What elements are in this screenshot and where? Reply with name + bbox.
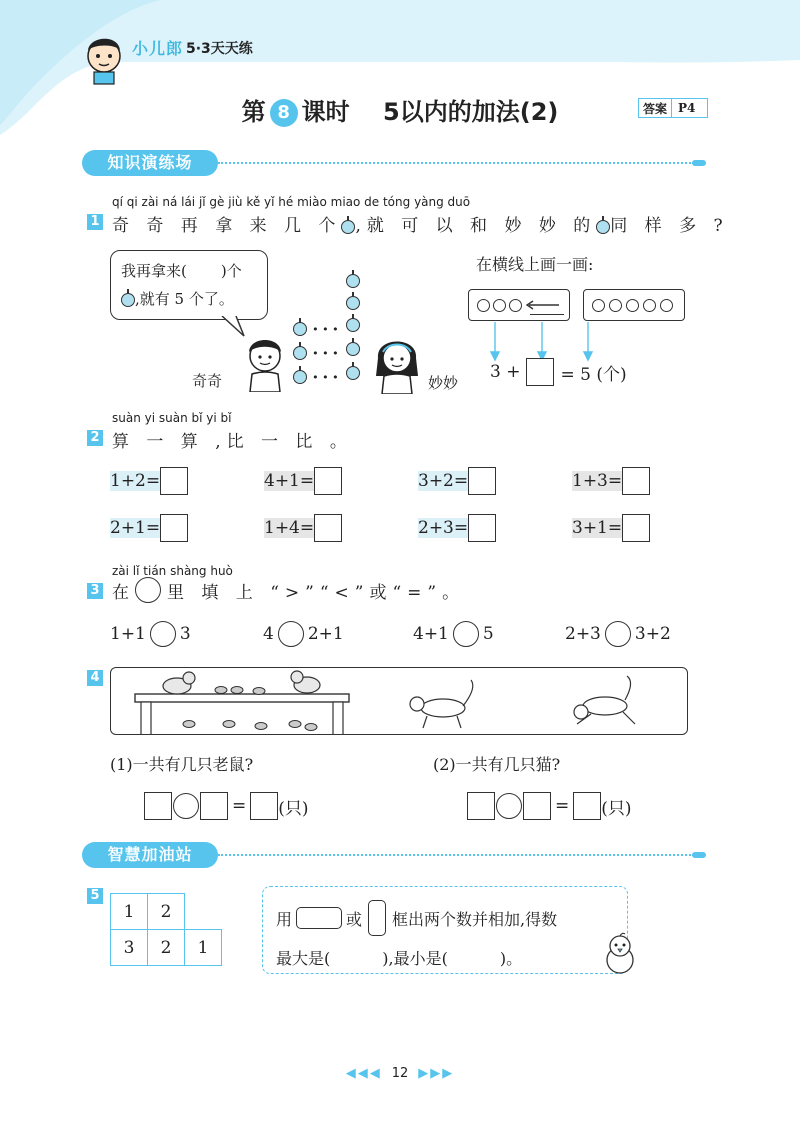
- expression: 3+2=: [418, 471, 469, 491]
- compare-circle[interactable]: [605, 621, 631, 647]
- brand-name: 小儿郎: [132, 39, 184, 58]
- apple-icon: [346, 342, 360, 356]
- vertical-frame-icon: [368, 900, 386, 936]
- apple-rows: [293, 318, 339, 390]
- compare-right: 3: [179, 624, 191, 644]
- arrow-left-icon: [525, 300, 559, 310]
- expression: 2+3=: [418, 518, 469, 538]
- lesson-number: 8: [270, 99, 298, 127]
- compare-left: 2+3: [565, 624, 601, 644]
- answer-box[interactable]: [523, 792, 551, 820]
- answer-box[interactable]: [468, 514, 496, 542]
- q1-number: 1: [87, 214, 103, 230]
- answer-box[interactable]: [160, 467, 188, 495]
- q3-question: [112, 577, 465, 603]
- arrows-left-icon: ◀◀◀: [345, 1066, 382, 1081]
- apple-icon: [346, 296, 360, 310]
- title-prefix: 第: [241, 98, 266, 126]
- answer-box[interactable]: [468, 467, 496, 495]
- girl-miaomiao-icon: [370, 332, 424, 394]
- title-mid: 课时: [301, 98, 350, 126]
- q3-text-a: 在: [112, 582, 135, 603]
- q1-text-a: 奇 奇 再 拿 来 几 个: [112, 216, 342, 236]
- operator-circle[interactable]: [496, 793, 522, 819]
- q4-equation-cats: [467, 792, 632, 820]
- answer-box[interactable]: [622, 514, 650, 542]
- grid-cell[interactable]: 1: [185, 930, 222, 966]
- compare-left: 4: [263, 624, 274, 644]
- section-divider: [218, 162, 694, 164]
- q2-item: [110, 467, 188, 495]
- q5-line2: [276, 946, 522, 969]
- grid-empty: [185, 894, 222, 930]
- apple-icon: [293, 370, 307, 384]
- q2-item: [264, 514, 342, 542]
- expression: 4+1=: [264, 471, 315, 491]
- dots: • • •: [312, 371, 339, 384]
- arrows-right-icon: ▶▶▶: [418, 1066, 455, 1081]
- draw-box-left[interactable]: [468, 289, 570, 321]
- q1-question: [112, 211, 729, 236]
- equals-sign: =: [555, 796, 570, 816]
- answer-label: 答案: [643, 101, 668, 116]
- q2-item: [418, 514, 496, 542]
- answer-box[interactable]: [314, 467, 342, 495]
- answer-box[interactable]: [250, 792, 278, 820]
- draw-box-right: [583, 289, 685, 321]
- speech-line2: ,就有 5 个了。: [135, 290, 234, 308]
- dots: • • •: [312, 323, 339, 336]
- section-banner-practice: 知识演练场: [82, 150, 218, 176]
- circle-icon: [477, 299, 490, 312]
- speech-line1-b: )个: [220, 262, 242, 280]
- answer-box[interactable]: [160, 514, 188, 542]
- q3-number: 3: [87, 583, 103, 599]
- apple-icon: [121, 293, 135, 307]
- name-miaomiao: 妙妙: [428, 374, 459, 392]
- q1-pinyin: qí qi zài ná lái jǐ gè jiù kě yǐ hé miào miao de tóng yàng duō: [112, 195, 471, 209]
- circle-icon: [592, 299, 605, 312]
- q2-number: 2: [87, 430, 103, 446]
- q5-line1: [276, 900, 557, 936]
- circle-icon: [626, 299, 639, 312]
- apple-icon: [346, 366, 360, 380]
- circle-icon: [643, 299, 656, 312]
- q3-item: [110, 621, 191, 647]
- q5-text-c: 框出两个数并相加,得数: [392, 909, 558, 929]
- equation-right: = 5 (个): [560, 364, 627, 385]
- operator-circle[interactable]: [173, 793, 199, 819]
- grid-cell[interactable]: 3: [111, 930, 148, 966]
- answer-box[interactable]: [467, 792, 495, 820]
- horizontal-frame-icon: [296, 907, 342, 929]
- compare-right: 3+2: [634, 624, 671, 644]
- q4-sub1: (1)一共有几只老鼠?: [110, 755, 254, 774]
- apple-icon: [293, 322, 307, 336]
- answer-box[interactable]: [622, 467, 650, 495]
- boy-qiqi-icon: [240, 332, 290, 392]
- equation-left: 3 +: [490, 362, 521, 382]
- divider-end: [692, 852, 706, 858]
- q2-item: [264, 467, 342, 495]
- q5-text-f: )。: [499, 949, 523, 968]
- cats-and-mice-illustration: [110, 667, 688, 735]
- circle-icon: [493, 299, 506, 312]
- q2-item: [110, 514, 188, 542]
- scene-drawing: [111, 668, 688, 735]
- q1-equation: [490, 358, 627, 386]
- compare-right: 2+1: [307, 624, 344, 644]
- section-divider: [218, 854, 694, 856]
- q5-text-d: 最大是(: [276, 949, 331, 968]
- apple-icon: [341, 220, 355, 234]
- q4-sub2: (2)一共有几只猫?: [433, 755, 561, 774]
- expression: 1+3=: [572, 471, 623, 491]
- q3-item: [263, 621, 344, 647]
- q1-text-b: ,就 可 以 和 妙 妙 的: [355, 216, 597, 236]
- expression: 1+2=: [110, 471, 161, 491]
- chick-mascot-icon: [600, 932, 640, 976]
- dots: • • •: [312, 347, 339, 360]
- title-main: 5以内的加法(2): [383, 98, 559, 126]
- apple-icon: [346, 318, 360, 332]
- q5-number: 5: [87, 888, 103, 904]
- unit: (只): [278, 798, 309, 819]
- grid-cell[interactable]: 2: [148, 894, 185, 930]
- q3-item: [565, 621, 671, 647]
- q3-text-b: 里 填 上 “>”“<”或“=”。: [167, 582, 466, 603]
- answer-box[interactable]: [526, 358, 554, 386]
- q4-number: 4: [87, 670, 103, 686]
- compare-circle[interactable]: [150, 621, 176, 647]
- expression: 2+1=: [110, 518, 161, 538]
- q2-pinyin: suàn yi suàn bǐ yi bǐ: [112, 411, 232, 425]
- q2-item: [572, 514, 650, 542]
- q5-text-a: 用: [276, 909, 293, 929]
- draw-answer-line[interactable]: [530, 314, 564, 315]
- name-qiqi: 奇奇: [192, 372, 223, 390]
- answer-box[interactable]: [573, 792, 601, 820]
- circle-icon: [135, 577, 161, 603]
- grid-cell[interactable]: 2: [148, 930, 185, 966]
- equals-sign: =: [232, 796, 247, 816]
- q3-item: [413, 621, 494, 647]
- circle-icon: [660, 299, 673, 312]
- boy-mascot-icon: [80, 30, 128, 86]
- q2-question: 算 一 算 ,比 一 比 。: [112, 432, 353, 452]
- q4-equation-mice: [144, 792, 309, 820]
- guide-arrows: [480, 322, 610, 362]
- grid-cell[interactable]: 1: [111, 894, 148, 930]
- apple-icon: [596, 220, 610, 234]
- page-number: 12: [391, 1066, 409, 1081]
- q5-text-e: ),最小是(: [382, 949, 448, 968]
- compare-left: 4+1: [413, 624, 449, 644]
- q3-pinyin: zài lǐ tián shàng huò: [112, 564, 233, 578]
- unit: (只): [601, 798, 632, 819]
- q1-text-c: 同 样 多 ?: [610, 216, 729, 236]
- brand-subtitle: 5·3天天练: [186, 41, 253, 57]
- compare-right: 5: [482, 624, 494, 644]
- circle-icon: [609, 299, 622, 312]
- apple-icon: [293, 346, 307, 360]
- answer-box[interactable]: [144, 792, 172, 820]
- apple-icon: [346, 274, 360, 288]
- number-grid: [110, 893, 222, 966]
- compare-left: 1+1: [110, 624, 146, 644]
- apple-column: [346, 270, 360, 386]
- expression: 3+1=: [572, 518, 623, 538]
- q2-item: [572, 467, 650, 495]
- answer-box[interactable]: [314, 514, 342, 542]
- circle-icon: [509, 299, 522, 312]
- draw-instruction: 在横线上画一画:: [476, 255, 594, 274]
- answer-reference[interactable]: [638, 98, 708, 118]
- section-banner-challenge: 智慧加油站: [82, 842, 218, 868]
- answer-box[interactable]: [200, 792, 228, 820]
- compare-circle[interactable]: [278, 621, 304, 647]
- expression: 1+4=: [264, 518, 315, 538]
- divider-end: [692, 160, 706, 166]
- page-footer: [0, 1066, 800, 1081]
- speech-bubble: [110, 250, 268, 320]
- compare-circle[interactable]: [453, 621, 479, 647]
- answer-page: P4: [671, 99, 701, 117]
- q2-item: [418, 467, 496, 495]
- q5-text-b: 或: [346, 909, 363, 929]
- speech-line1-a: 我再拿来(: [121, 262, 187, 280]
